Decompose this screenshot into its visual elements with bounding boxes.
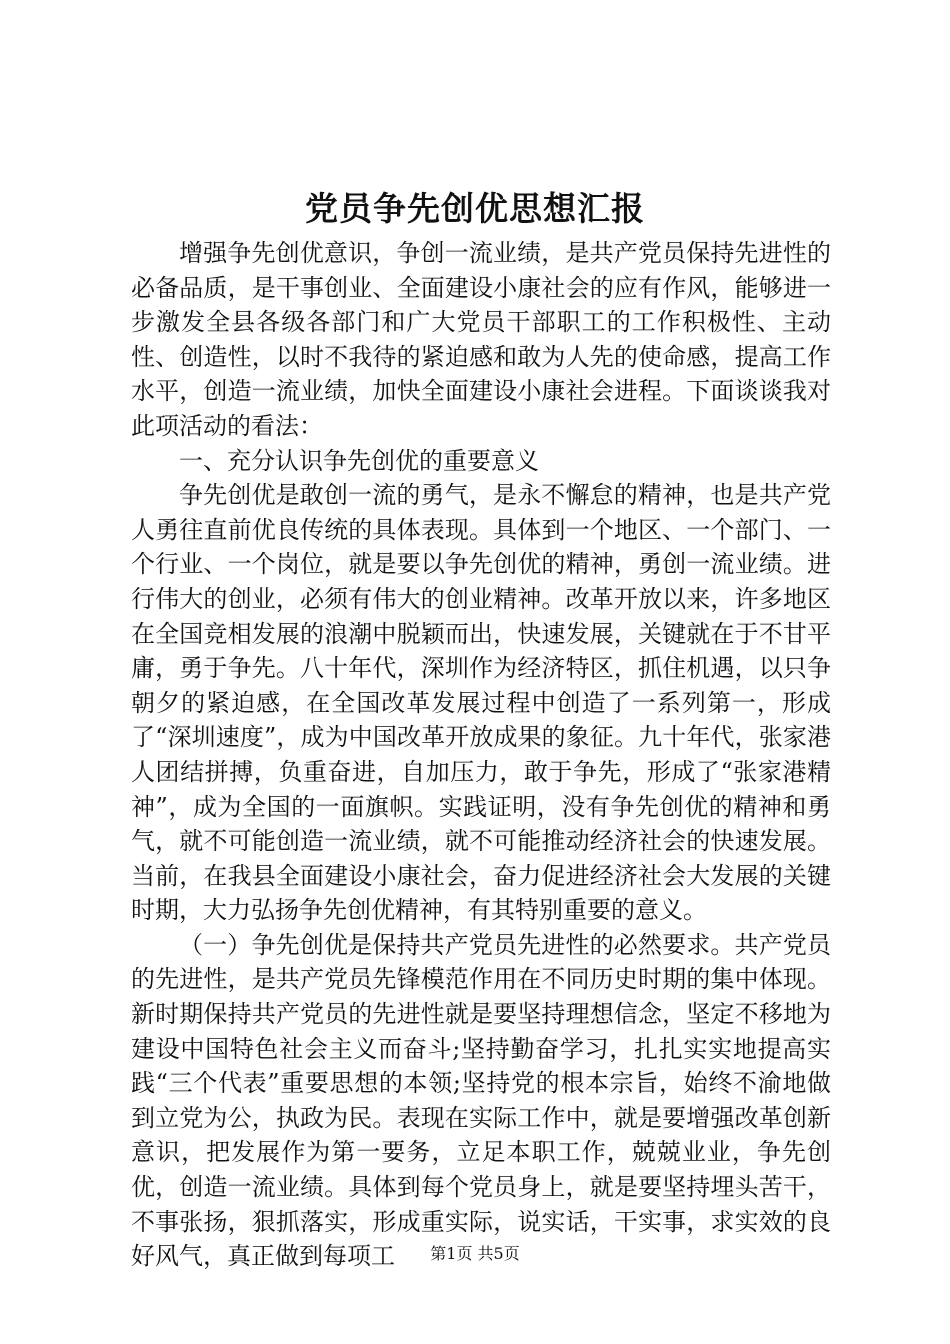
document-title: 党员争先创优思想汇报 bbox=[305, 189, 645, 228]
section-heading: 一、充分认识争先创优的重要意义 bbox=[179, 446, 539, 475]
document-body bbox=[131, 236, 831, 1274]
page-footer: 第1页 共5页 bbox=[430, 1244, 520, 1263]
paragraph-significance: 争先创优是敢创一流的勇气，是永不懈怠的精神，也是共产党人勇往直前优良传统的具体表现。具体到一个地区、一个部门、一个行业、一个岗位，就是要以争先创优的精神，勇创一流业绩。进行伟大的创业，必须有伟大的创业精神。改革开放以来，许多地区在全国竞相发展的浪潮中脱颖而出，快速发展，关键就在于不甘平庸，勇于争先。八十年代，深圳作为经济特区，抓住机遇，以只争朝夕的紧迫感，在全国改革发展过程中创造了一系列第一，形成了“深圳速度”，成为中国改革开放成果的象征。九十年代，张家港人团结拼搏，负重奋进，自加压力，敢于争先，形成了“张家港精神”，成为全国的一面旗帜。实践证明，没有争先创优的精神和勇气，就不可能创造一流业绩，就不可能推动经济社会的快速发展。当前，在我县全面建设小康社会，奋力促进经济社会大发展的关键时期，大力弘扬争先创优精神，有其特别重要的意义。 bbox=[131, 481, 831, 925]
paragraph-intro: 增强争先创优意识，争创一流业绩，是共产党员保持先进性的必备品质，是干事创业、全面建设小康社会的应有作风，能够进一步激发全县各级各部门和广大党员干部职工的工作积极性、主动性、创造性，以时不我待的紧迫感和敢为人先的使命感，提高工作水平，创造一流业绩，加快全面建设小康社会进程。下面谈谈我对此项活动的看法： bbox=[131, 239, 831, 440]
paragraph-subsection-1: （一）争先创优是保持共产党员先进性的必然要求。共产党员的先进性，是共产党员先锋模范作用在不同历史时期的集中体现。新时期保持共产党员的先进性就是要坚持理想信念，坚定不移地为建设中国特色社会主义而奋斗;坚持勤奋学习，扎扎实实地提高实践“三个代表”重要思想的本领;坚持党的根本宗旨，始终不渝地做到立党为公，执政为民。表现在实际工作中，就是要增强改革创新意识，把发展作为第一要务，立足本职工作，兢兢业业，争先创优，创造一流业绩。具体到每个党员身上，就是要坚持埋头苦干，不事张扬，狠抓落实，形成重实际，说实话，干实事，求实效的良好风气，真正做到每项工 bbox=[131, 930, 831, 1271]
